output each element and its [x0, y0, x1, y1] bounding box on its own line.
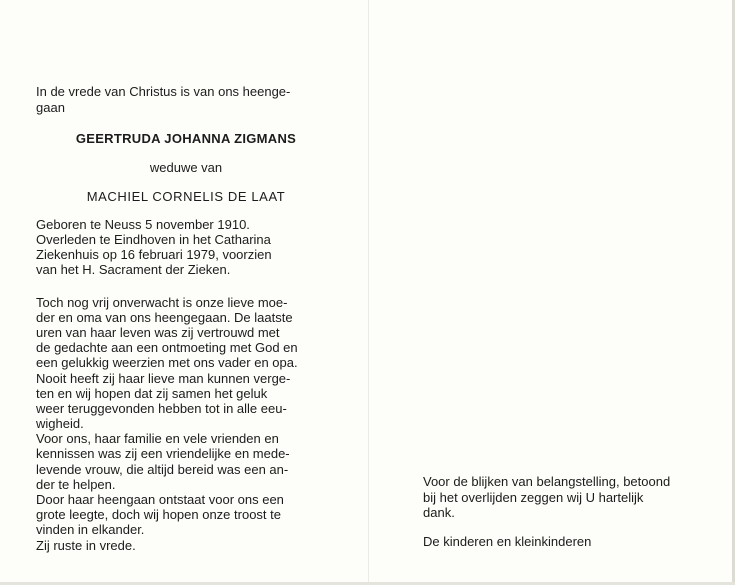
birth-death-line: Geboren te Neuss 5 november 1910.	[36, 217, 250, 232]
body-line: Zij ruste in vrede.	[36, 538, 136, 553]
body-line: kennissen was zij een vriendelijke en mede-	[36, 446, 290, 461]
deceased-name: GEERTRUDA JOHANNA ZIGMANS	[75, 131, 297, 146]
body-line: Door haar heengaan ontstaat voor ons een	[36, 492, 284, 507]
spouse-name: MACHIEL CORNELIS DE LAAT	[86, 189, 286, 204]
thanks-line: bij het overlijden zeggen wij U hartelijk	[423, 490, 644, 505]
intro-line: In de vrede van Christus is van ons heenge-	[36, 84, 291, 99]
body-line: der te helpen.	[36, 477, 116, 492]
body-line: wigheid.	[36, 416, 84, 431]
intro-line: gaan	[36, 100, 65, 115]
body-line: grote leegte, doch wij hopen onze troost te	[36, 507, 281, 522]
body-line: levende vrouw, die altijd bereid was een an-	[36, 462, 289, 477]
body-line: Toch nog vrij onverwacht is onze lieve moe-	[36, 295, 288, 310]
fold-line	[368, 0, 369, 585]
body-line: vinden in elkander.	[36, 522, 145, 537]
relation-text: weduwe van	[149, 160, 223, 175]
birth-death-line: Ziekenhuis op 16 februari 1979, voorzien	[36, 247, 272, 262]
body-line: Voor ons, haar familie en vele vrienden en	[36, 431, 279, 446]
body-line: uren van haar leven was zij vertrouwd met	[36, 325, 280, 340]
thanks-line: Voor de blijken van belangstelling, betoond	[423, 474, 671, 489]
body-line: een gelukkig weerzien met ons vader en opa.	[36, 355, 298, 370]
birth-death-line: van het H. Sacrament der Zieken.	[36, 262, 231, 277]
signature: De kinderen en kleinkinderen	[423, 534, 592, 549]
body-line: de gedachte aan een ontmoeting met God en	[36, 340, 298, 355]
thanks-line: dank.	[423, 505, 455, 520]
body-line: Nooit heeft zij haar lieve man kunnen verge-	[36, 371, 291, 386]
body-line: weer teruggevonden hebben tot in alle eeu-	[36, 401, 287, 416]
birth-death-line: Overleden te Eindhoven in het Catharina	[36, 232, 271, 247]
body-line: ten en wij hopen dat zij samen het geluk	[36, 386, 268, 401]
body-line: der en oma van ons heengegaan. De laatste	[36, 310, 293, 325]
